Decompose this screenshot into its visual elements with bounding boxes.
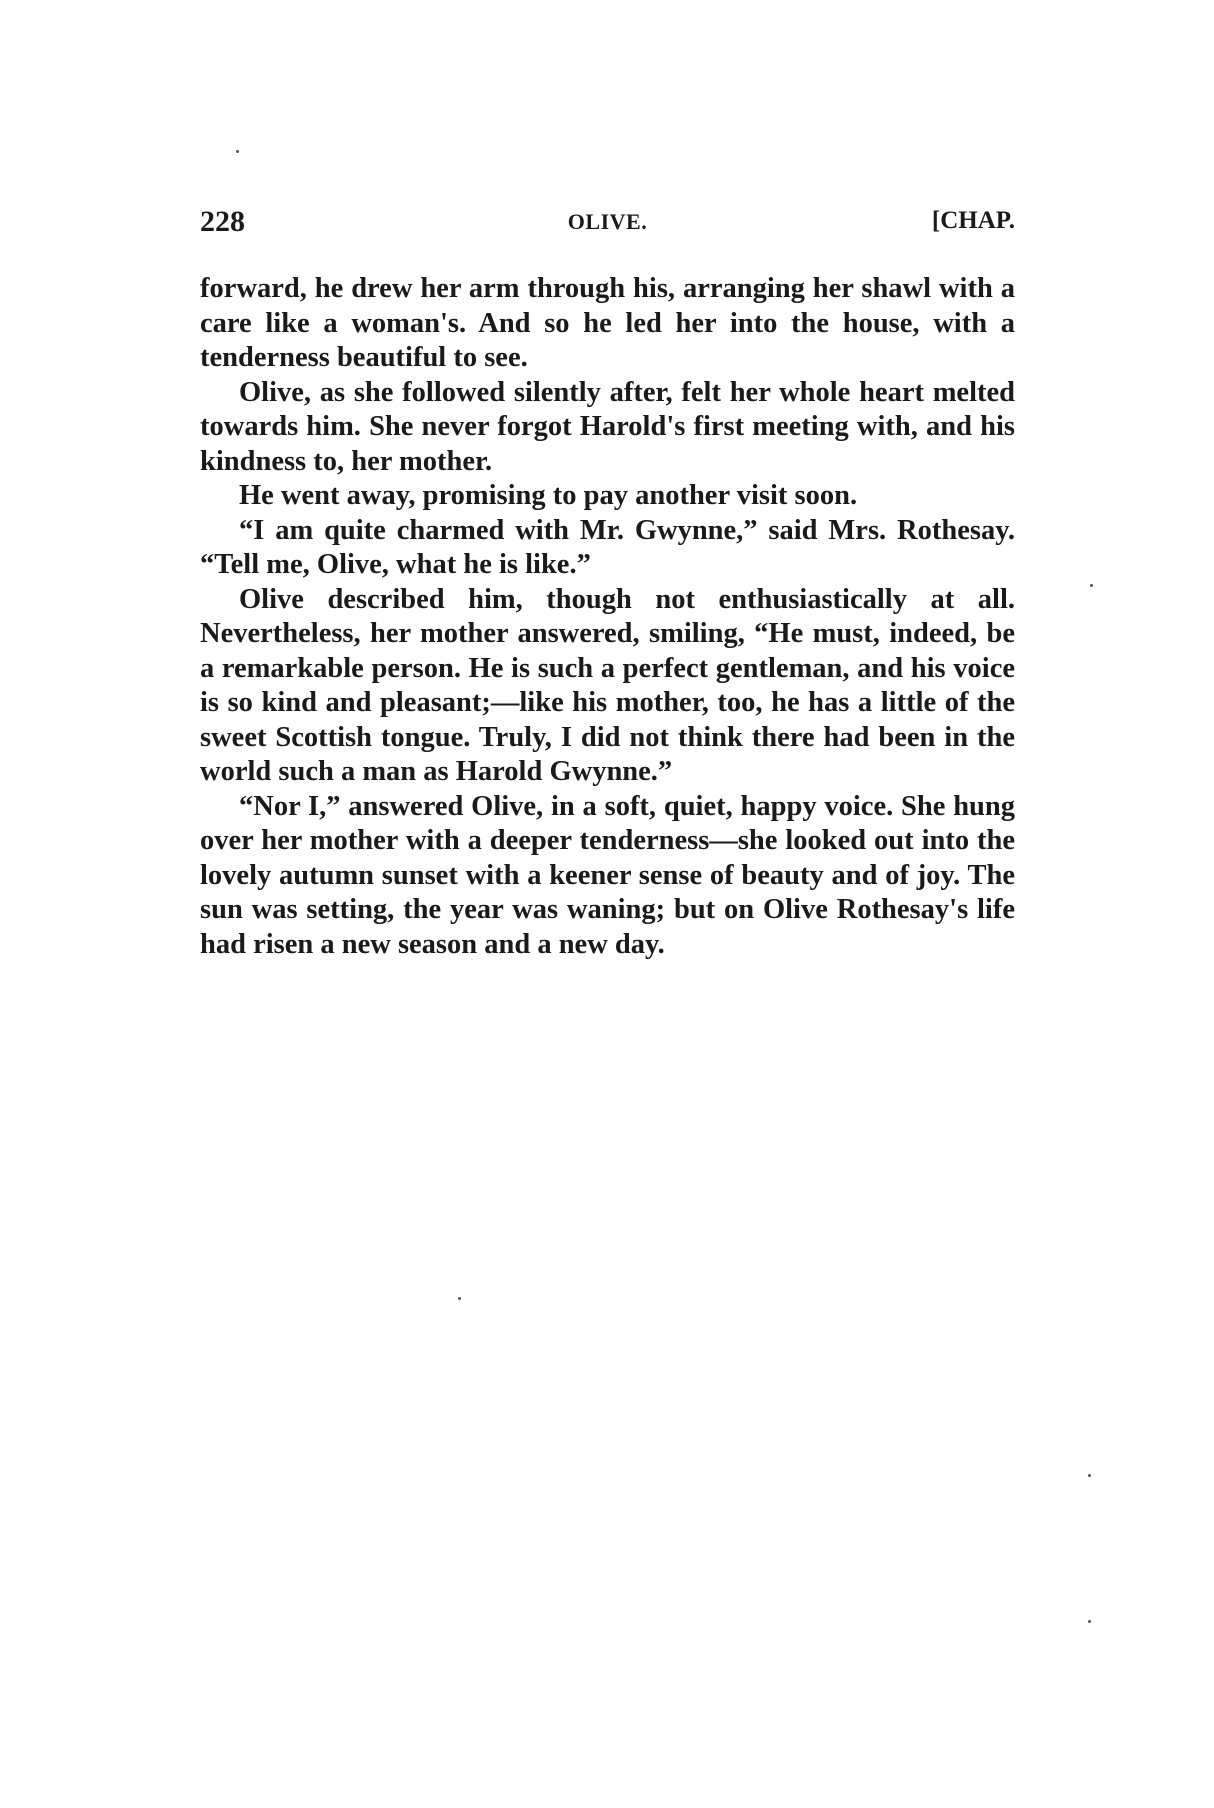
paragraph-continued: forward, he drew her arm through his, arranging her shawl with a care like a woman's. And so he led her into the house, with a tenderness beautiful to see. xyxy=(200,273,1015,373)
page-number: 228 xyxy=(200,205,245,238)
scan-speck xyxy=(1088,1474,1091,1477)
paragraph: Olive, as she followed silently after, felt her whole heart melted towards him. She never forgot Harold's first meeting with, and his kindness to, her mother. xyxy=(200,376,1015,477)
scan-speck xyxy=(1088,1620,1091,1623)
running-head xyxy=(200,205,1015,245)
paragraph: “Nor I,” answered Olive, in a soft, quiet, happy voice. She hung over her mother with a deeper tenderness—she looked out into the lovely autumn sunset with a keener sense of beauty and of joy. The sun was setting, the year was waning; but on Olive Rothesay's life had risen a new season and a new day. xyxy=(200,790,1015,960)
scan-speck xyxy=(1090,584,1093,587)
paragraph: “I am quite charmed with Mr. Gwynne,” said Mrs. Rothesay. “Tell me, Olive, what he is like.” xyxy=(200,514,1015,580)
chapter-marker: [CHAP. xyxy=(931,207,1015,234)
paragraph: He went away, promising to pay another visit soon. xyxy=(239,480,858,511)
book-title: OLIVE. xyxy=(567,209,648,234)
body-text xyxy=(200,272,1015,962)
paragraph: Olive described him, though not enthusiastically at all. Nevertheless, her mother answered, smiling, “He must, indeed, be a remarkable person. He is such a perfect gentleman, and his voice is so kind and pleasant;—like his mother, too, he has a little of the sweet Scottish tongue. Truly, I did not think there had been in the world such a man as Harold Gwynne.” xyxy=(200,583,1015,787)
scan-speck xyxy=(236,150,239,153)
scan-speck xyxy=(458,1297,461,1300)
